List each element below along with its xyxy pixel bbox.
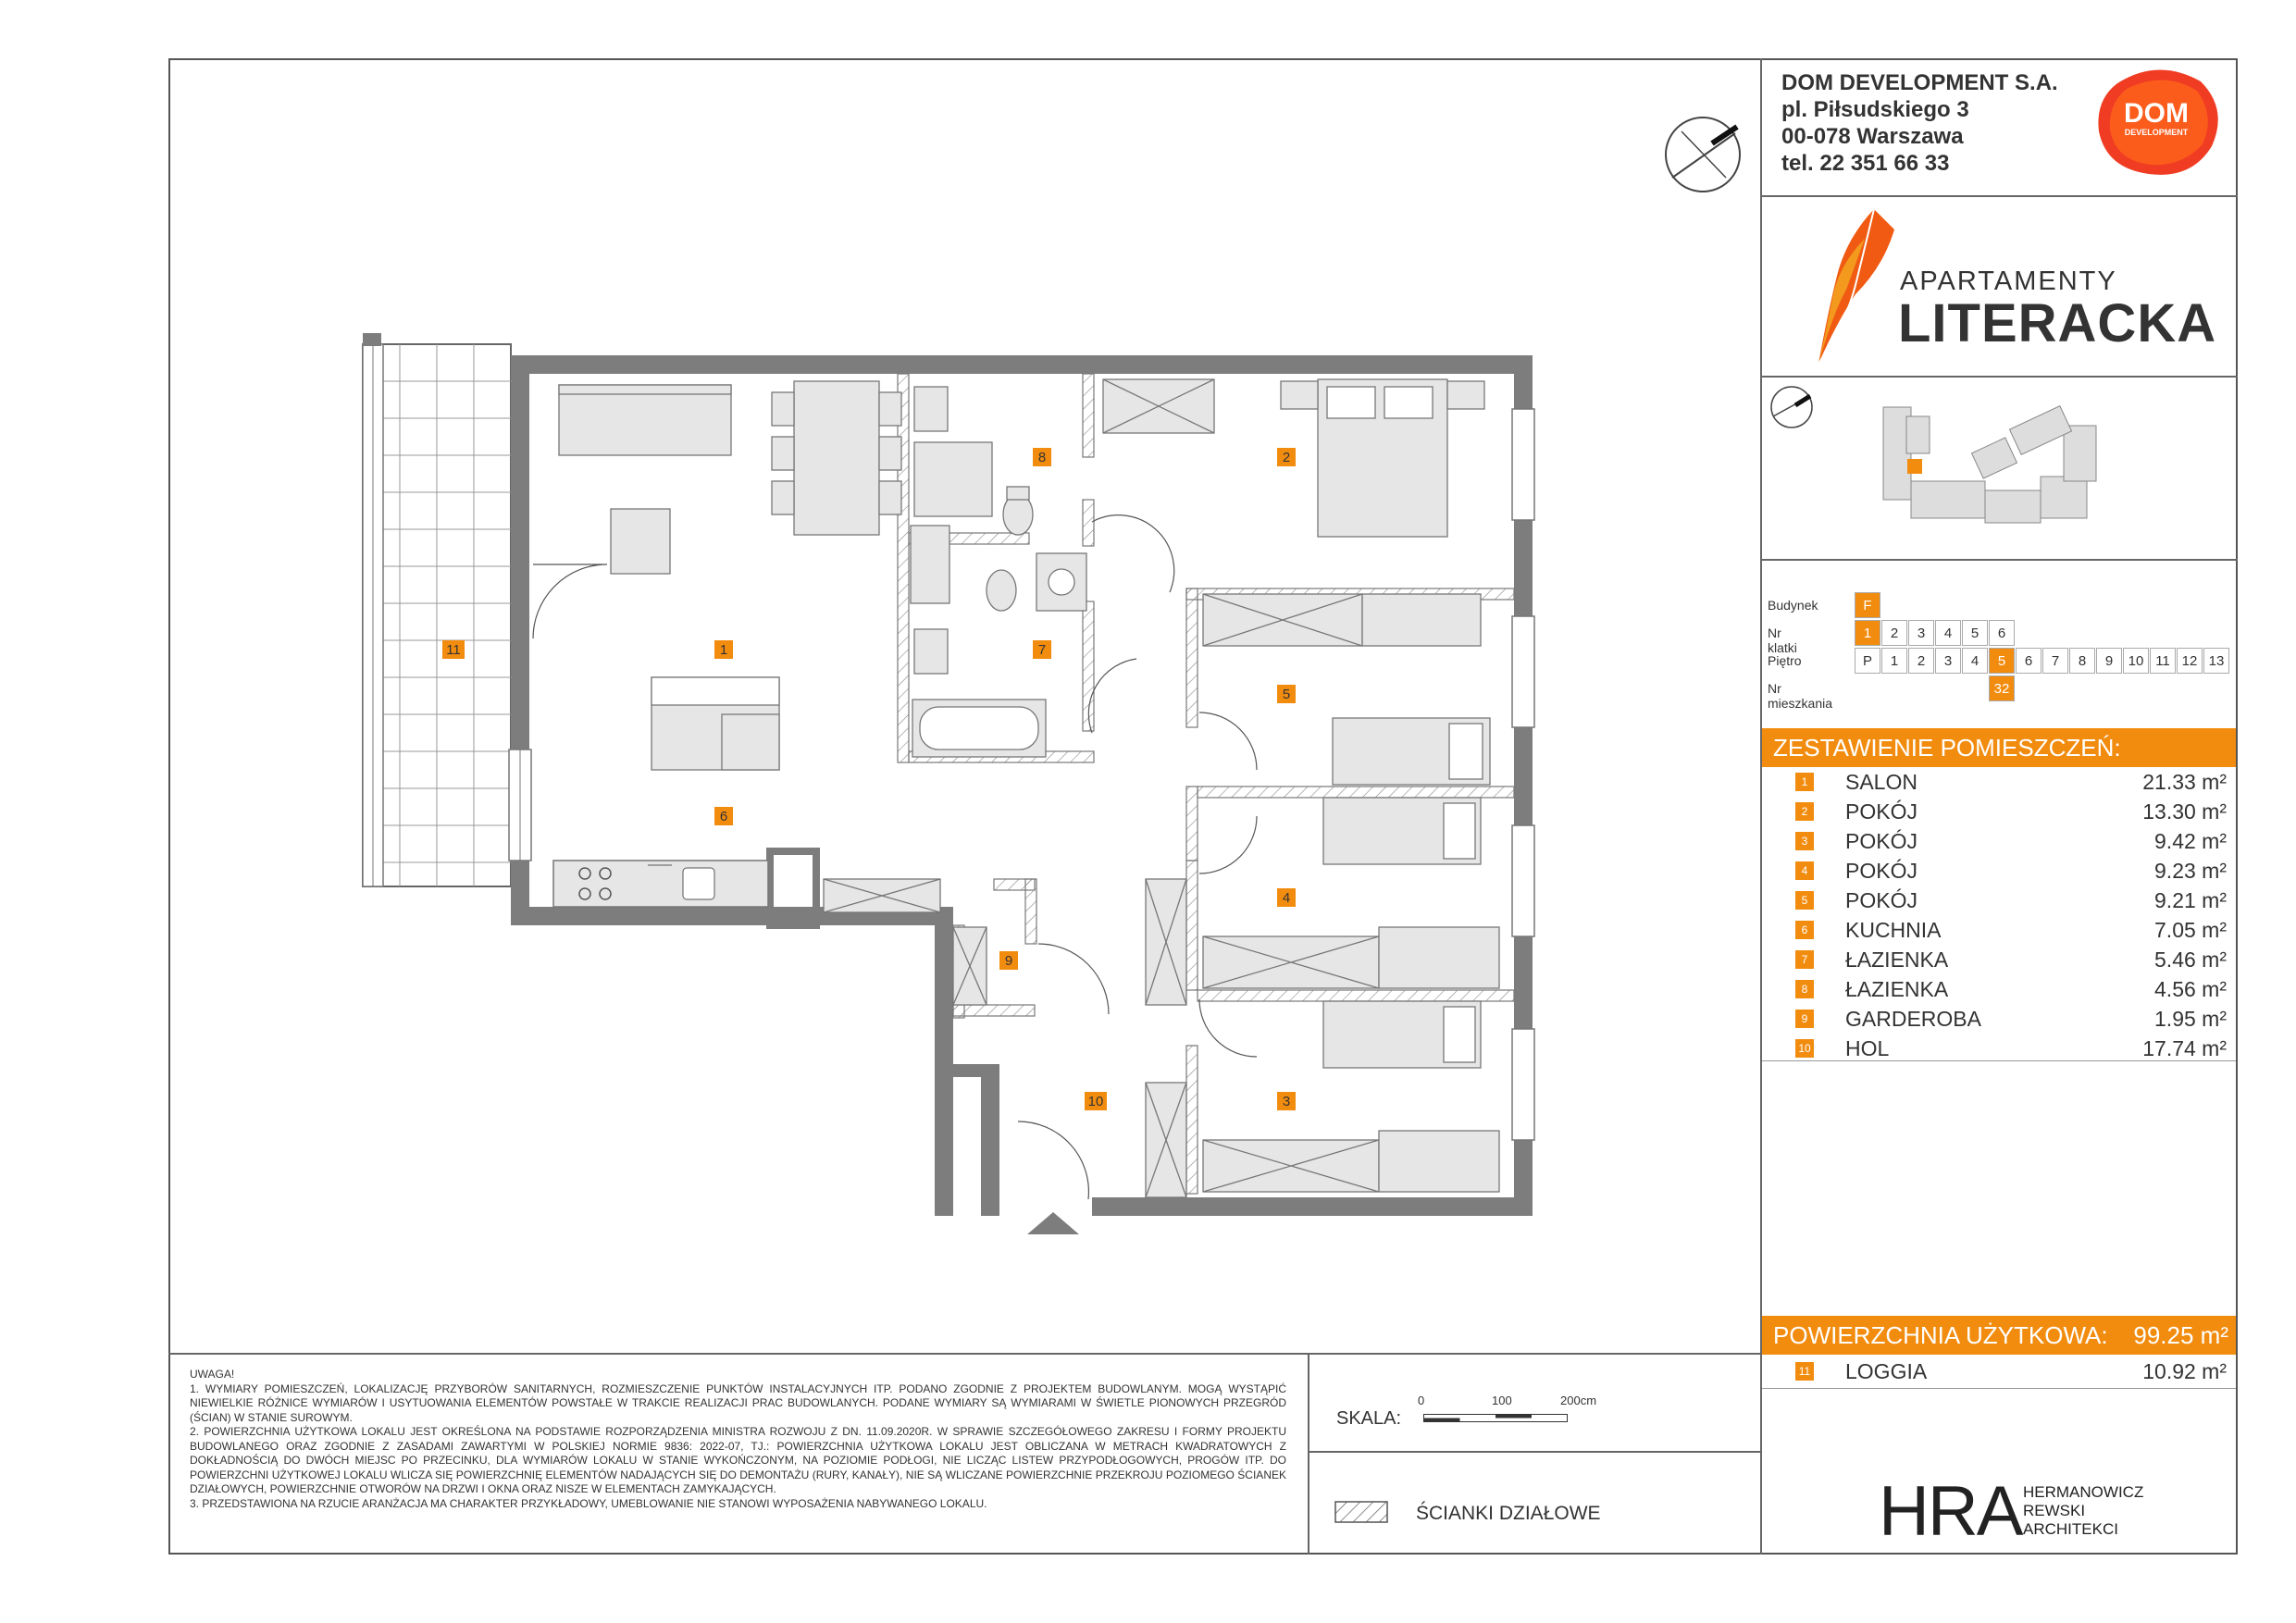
- architect-line: REWSKI: [2023, 1502, 2086, 1519]
- note-item: 2. POWIERZCHNIA UŻYTKOWA LOKALU JEST OKREŚLONA NA PODSTAWIE ROZPORZĄDZENIA MINISTRA ROZWOJU Z DN. 11.09.2020R. W SPRAWIE SZCZEGÓŁOWEGO ZAKRESU I FORMY PROJEKTU BUDOWLANEGO ORAZ ZGODNIE Z ZASADAMI ZAWARTYMI W POLSKIEJ NORMIE 9836: 2022-07, TJ.: POWIERZCHNIA UŻYTKOWA LOKALU JEST OBLICZANA W METRACH KWADRATOWYCH Z DOKŁADNOŚCIĄ DO DWÓCH MIEJSC PO PRZECINKU, DLA WYMIARÓW LOKALU W STANIE WYKOŃCZONYM, NA POZIOMIE PODŁOGI, NIE LICZĄC LISTEW PRZYPODŁOGOWYCH, PROGÓW ITP. DO POWIERZCHNI UŻYTKOWEJ LOKALU WLICZA SIĘ POWIERZCHNIĘ ELEMENTÓW NADAJĄCYCH SIĘ DO DEMONTAŻU (RURY, KANAŁY), NIE SĄ WLICZANE POWIERZCHNIE PRZEKROJU POZIOMEGO ŚCIANEK DZIAŁOWYCH, POWIERZCHNIE OTWORÓW NA DRZWI I OKNA ORAZ NISZE W ELEMENTACH ZAMYKAJĄCYCH.: [190, 1425, 1286, 1495]
- room-row: [1764, 946, 2234, 975]
- kitchen-counter: [553, 861, 768, 907]
- budynek-label: Budynek: [1768, 598, 1818, 613]
- locator-cell: 6: [1989, 620, 2015, 646]
- locator-cell: 1: [1881, 648, 1907, 674]
- architect-logo: HRA: [1879, 1472, 2022, 1551]
- room-number: 1: [1795, 773, 1814, 791]
- room-number: 6: [1795, 921, 1814, 939]
- room-area: 7.05 m²: [2154, 918, 2227, 942]
- room-area: 1.95 m²: [2154, 1007, 2227, 1031]
- company-phone: tel. 22 351 66 33: [1781, 151, 1950, 176]
- total-area-value: 99.25 m²: [2133, 1321, 2228, 1349]
- room-name: ŁAZIENKA: [1845, 948, 1949, 972]
- company-info: [1781, 69, 2058, 177]
- note-item: 3. PRZEDSTAWIONA NA RZUCIE ARANŻACJA MA CHARAKTER PRZYKŁADOWY, UMEBLOWANIE NIE STANOWI WYPOSAŻENIA NABYWANEGO LOKALU.: [190, 1496, 987, 1510]
- svg-text:1: 1: [719, 642, 728, 658]
- room-row: [1764, 798, 2234, 827]
- room-area: 13.30 m²: [2142, 799, 2227, 824]
- room-number: 8: [1795, 980, 1814, 998]
- divider: [1308, 1451, 1760, 1453]
- key-plan: [1874, 389, 2124, 537]
- room-row: [1764, 857, 2234, 886]
- feather-icon: [1809, 202, 1902, 368]
- svg-text:DEVELOPMENT: DEVELOPMENT: [2124, 128, 2189, 137]
- north-arrow-icon: [1661, 113, 1744, 196]
- partition-wall-swatch: [1334, 1501, 1388, 1523]
- divider: [168, 1353, 1760, 1355]
- mieszkanie-label: Nr mieszkania: [1768, 681, 1833, 711]
- loggia-row: [1764, 1357, 2234, 1387]
- rooms-header: ZESTAWIENIE POMIESZCZEŃ:: [1762, 728, 2236, 767]
- dom-development-logo: [2090, 65, 2227, 180]
- architect-names: [2023, 1483, 2143, 1539]
- svg-text:2: 2: [1282, 450, 1291, 465]
- notes-title: UWAGA!: [190, 1368, 235, 1381]
- svg-text:3: 3: [1282, 1094, 1291, 1109]
- room-number: 2: [1795, 802, 1814, 821]
- project-line2: LITERACKA: [1898, 293, 2217, 353]
- locator-cell: 5: [1962, 620, 1988, 646]
- svg-text:4: 4: [1282, 890, 1291, 906]
- room-number: 10: [1795, 1039, 1814, 1058]
- locator-cell: F: [1855, 592, 1880, 618]
- scale-tick-200: 200cm: [1560, 1394, 1597, 1407]
- room-name: ŁAZIENKA: [1845, 977, 1949, 1001]
- locator-cell: 12: [2177, 648, 2203, 674]
- room-area: 9.42 m²: [2154, 829, 2227, 853]
- room-area: 5.46 m²: [2154, 948, 2227, 972]
- locator-cell: 2: [1881, 620, 1907, 646]
- floor-plan: [352, 333, 1555, 1240]
- locator-cell: 7: [2042, 648, 2068, 674]
- room-number: 9: [1795, 1010, 1814, 1028]
- room-name: POKÓJ: [1845, 829, 1917, 853]
- svg-text:10: 10: [1087, 1094, 1104, 1109]
- svg-text:9: 9: [1004, 953, 1013, 969]
- locator-cell: 6: [2016, 648, 2042, 674]
- divider: [1762, 1388, 2236, 1389]
- company-address: pl. Piłsudskiego 3: [1781, 97, 1969, 122]
- klatka-label: Nr klatki: [1768, 626, 1797, 655]
- room-number: 4: [1795, 861, 1814, 880]
- locator-cell: 11: [2150, 648, 2176, 674]
- room-number: 3: [1795, 832, 1814, 850]
- scale-label: SKALA:: [1336, 1408, 1402, 1429]
- note-item: 1. WYMIARY POMIESZCZEŃ, LOKALIZACJĘ PRZYBORÓW SANITARNYCH, ROZMIESZCZENIE PUNKTÓW INSTALACYJNYCH ITP. PODANO ZGODNIE Z PROJEKTEM BUDOWLANYM. MOGĄ WYSTĄPIĆ NIEWIELKIE RÓŻNICE WYMIARÓW I USYTUOWANIA ELEMENTÓW POWSTAŁE W TRAKCIE REALIZACJI PRAC BUDOWLANYCH. PODANE WYMIARY SĄ WYMIARAMI W ŚWIETLE PIONOWYCH PRZEGRÓD (ŚCIAN) W STANIE SUROWYM.: [190, 1381, 1286, 1424]
- room-row: [1764, 975, 2234, 1005]
- room-name: KUCHNIA: [1845, 918, 1942, 942]
- room-number: 11: [1795, 1362, 1814, 1381]
- locator-cell: P: [1855, 648, 1880, 674]
- project-line1: APARTAMENTY: [1900, 266, 2117, 296]
- pietro-label: Piętro: [1768, 653, 1802, 668]
- divider: [1760, 376, 2238, 378]
- legend-label: ŚCIANKI DZIAŁOWE: [1416, 1503, 1601, 1524]
- locator-cell: 3: [1935, 648, 1961, 674]
- scale-tick-100: 100: [1492, 1394, 1512, 1407]
- svg-text:6: 6: [719, 809, 728, 824]
- room-name: POKÓJ: [1845, 859, 1917, 883]
- locator-cell: 2: [1908, 648, 1934, 674]
- locator-cell: 9: [2096, 648, 2122, 674]
- scale-bar: [1423, 1410, 1568, 1419]
- locator-cell: 10: [2123, 648, 2149, 674]
- room-area: 4.56 m²: [2154, 977, 2227, 1001]
- loggia-area: [363, 344, 511, 886]
- room-row: [1764, 1005, 2234, 1035]
- room-name: HOL: [1845, 1036, 1890, 1060]
- total-area: [1762, 1316, 2236, 1355]
- total-area-label: POWIERZCHNIA UŻYTKOWA:: [1773, 1321, 2108, 1349]
- room-area: 9.23 m²: [2154, 859, 2227, 883]
- divider: [1760, 195, 2238, 197]
- svg-text:11: 11: [446, 642, 461, 658]
- locator-cell: 4: [1962, 648, 1988, 674]
- svg-text:7: 7: [1037, 642, 1047, 658]
- room-name: LOGGIA: [1845, 1359, 1928, 1383]
- north-arrow-small-icon: [1768, 383, 1816, 431]
- room-number: 5: [1795, 891, 1814, 910]
- room-row: [1764, 916, 2234, 946]
- company-city: 00-078 Warszawa: [1781, 124, 1964, 149]
- locator-cell: 4: [1935, 620, 1961, 646]
- room-area: 10.92 m²: [2142, 1359, 2227, 1383]
- locator-cell: 5: [1989, 648, 2015, 674]
- project-logo: [1809, 202, 2217, 370]
- room-name: POKÓJ: [1845, 799, 1917, 824]
- divider: [1760, 559, 2238, 561]
- architect-line: HERMANOWICZ: [2023, 1483, 2144, 1501]
- locator-cell: 32: [1989, 675, 2015, 701]
- company-name: DOM DEVELOPMENT S.A.: [1781, 70, 2058, 95]
- room-number: 7: [1795, 950, 1814, 969]
- svg-text:8: 8: [1037, 450, 1047, 465]
- svg-text:5: 5: [1282, 687, 1291, 702]
- scale-tick-0: 0: [1418, 1394, 1425, 1407]
- room-row: [1764, 827, 2234, 857]
- room-name: GARDEROBA: [1845, 1007, 1981, 1031]
- room-name: SALON: [1845, 770, 1917, 794]
- architect-line: ARCHITEKCI: [2023, 1520, 2118, 1538]
- locator-cell: 3: [1908, 620, 1934, 646]
- room-row: [1764, 768, 2234, 798]
- locator-cell: 13: [2203, 648, 2229, 674]
- svg-text:DOM: DOM: [2124, 98, 2189, 129]
- divider: [1308, 1353, 1309, 1555]
- room-area: 21.33 m²: [2142, 770, 2227, 794]
- locator-cell: 1: [1855, 620, 1880, 646]
- locator-cell: 8: [2069, 648, 2095, 674]
- room-name: POKÓJ: [1845, 888, 1917, 912]
- notes: [190, 1368, 1286, 1511]
- room-area: 17.74 m²: [2142, 1036, 2227, 1060]
- room-row: [1764, 886, 2234, 916]
- room-area: 9.21 m²: [2154, 888, 2227, 912]
- divider: [1762, 1060, 2236, 1061]
